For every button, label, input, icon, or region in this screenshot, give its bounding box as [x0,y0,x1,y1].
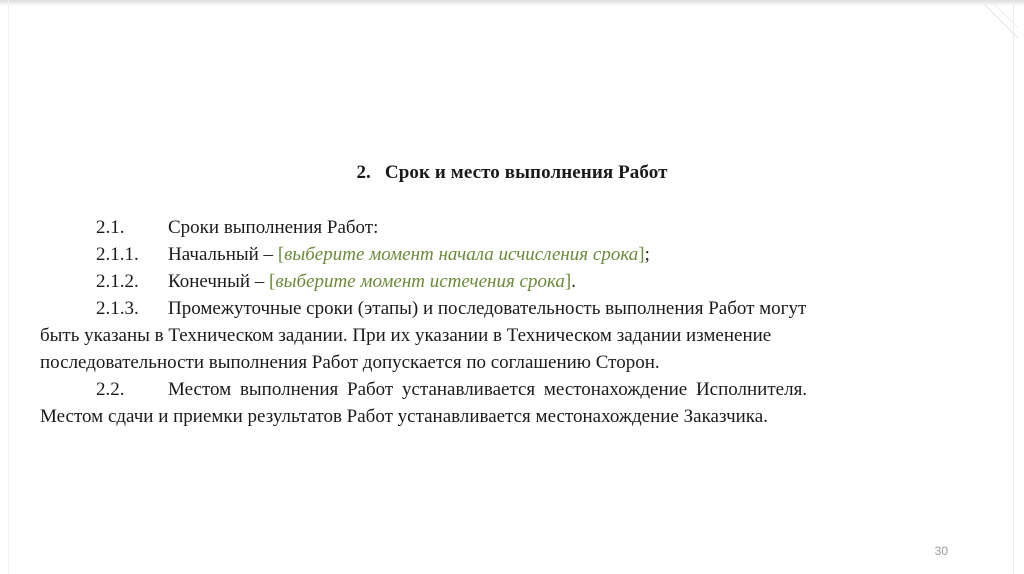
placeholder-bracket-close: ] [638,244,645,265]
clause-2-2-line-1 [40,376,968,403]
clause-label: 2.1.1. [96,244,139,265]
placeholder-bracket-close: ] [564,271,572,292]
page-number: 30 [934,544,948,558]
section-heading [0,162,1024,184]
clause-2-2-line-2: Местом сдачи и приемки результатов Работ устанавливается местонахождение Заказчика. [40,406,768,427]
clause-2-1-3-line-2: быть указаны в Техническом задании. При их указании в Техническом задании изменение [40,325,772,346]
clause-2-1-3 [40,295,968,376]
document-body [40,214,968,430]
clause-suffix: . [571,271,576,292]
placeholder-bracket-open: [ [277,244,285,265]
clause-2-1-3-line-1 [40,295,968,322]
corner-fold-icon [974,4,1018,48]
clause-text-line: Промежуточные сроки (этапы) и последовательность выполнения Работ могут [168,298,807,319]
clause-text: Сроки выполнения Работ: [168,217,379,238]
clause-text-line: Местом выполнения Работ устанавливается местонахождение Исполнителя. [168,379,808,400]
slide-left-edge [8,0,9,574]
clause-suffix: ; [644,244,650,265]
slide-right-edge [1013,0,1014,574]
section-number: 2. [356,162,371,183]
clause-label: 2.1. [96,217,125,238]
clause-label: 2.1.3. [96,298,139,319]
clause-label: 2.1.2. [96,271,139,292]
start-date-placeholder[interactable]: выберите момент начала исчисления срока [284,244,639,265]
clause-2-1-2 [40,268,968,295]
clause-prefix: Конечный – [168,271,270,292]
placeholder-bracket-open: [ [269,271,276,292]
clause-2-1 [40,214,968,241]
clause-label: 2.2. [96,379,125,400]
end-date-placeholder[interactable]: выберите момент истечения срока [275,271,565,292]
clause-2-1-3-line-3: последовательности выполнения Работ допускается по соглашению Сторон. [40,352,660,373]
slide-top-shadow [0,0,1024,6]
clause-prefix: Начальный – [168,244,278,265]
clause-2-1-1 [40,241,968,268]
section-title: Срок и место выполнения Работ [384,162,668,183]
clause-2-2 [40,376,968,430]
